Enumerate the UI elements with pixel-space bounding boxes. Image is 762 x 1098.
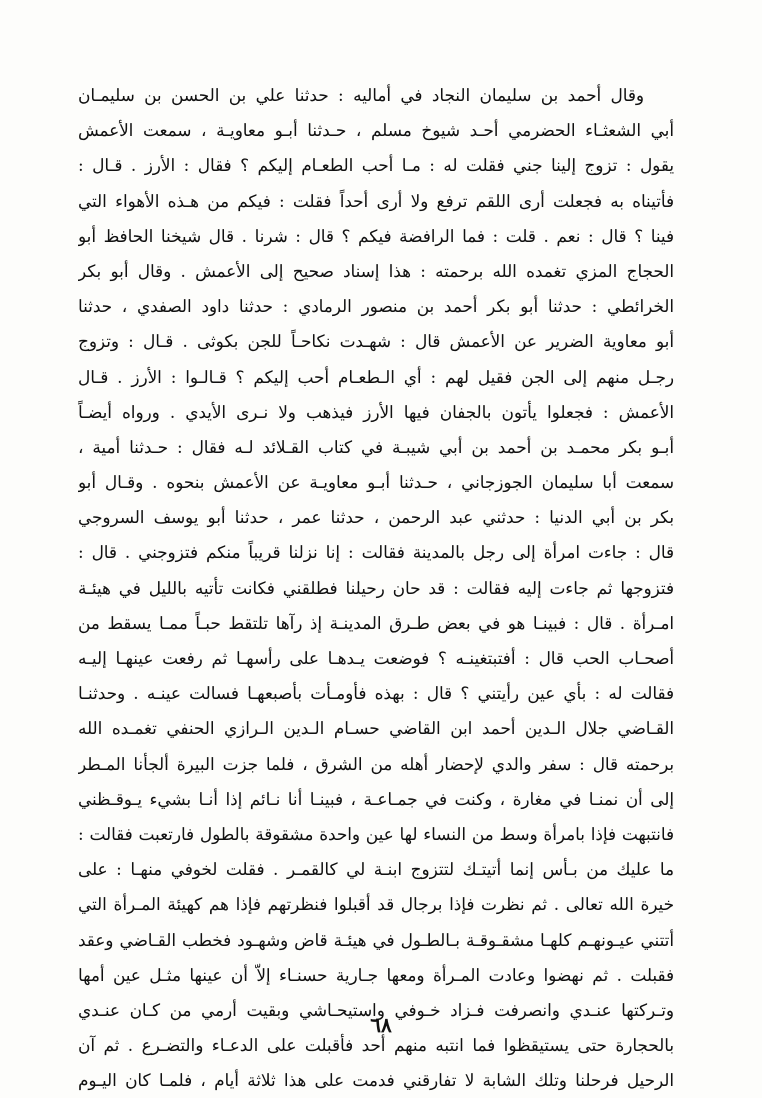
text-line: إلى أن نمنـا في مغارة ، وكنت في جمـاعـة ، فبينـا أنا نـائم إذا أنـا بشيء يـوقـظني (78, 788, 674, 809)
text-line: خيرة الله تعالى . ثم نظرت فإذا برجال قد أقبلوا فنظرتهم فإذا هم كهيئة المـرأة التي (78, 894, 674, 915)
text-line: فقبلت . ثم نهضوا وعادت المـرأة ومعها جـارية حسنـاء إلاّ أن عينها مثـل عين أمها (78, 964, 674, 985)
text-line: بكر بن أبي الدنيا : حدثني عبد الرحمن ، حدثنا عمر ، حدثنا أبو يوسف السروجي (78, 507, 674, 528)
page-number: ٦٨ (370, 1013, 392, 1037)
text-line: رجـل منهم إلى الجن فقيل لهم : أي الـطعـام أحب إليكم ؟ قـالـوا : الأرز . قـال (78, 366, 674, 387)
text-line: ما عليك من بـأس إنما أتيتـك لتتزوج ابنـة لي كالقمـر . فقلت لخوفي منهـا : على (78, 859, 674, 880)
text-line: القـاضي جلال الـدين أحمد ابن القاضي حسـام الـدين الـرازي الحنفي تغمـده الله (78, 718, 674, 739)
text-line: قال : جاءت امرأة إلى رجل بالمدينة فقالت : إنا نزلنا قريباً منكم فتزوجني . قال : (78, 542, 674, 563)
text-line: يقول : تزوج إلينا جني فقلت له : مـا أحب الطعـام إليكم ؟ فقال : الأرز . قـال : (78, 155, 674, 176)
text-line: الخرائطي : حدثنا أبو بكر أحمد بن منصور الرمادي : حدثنا داود الصفدي ، حدثنا (78, 296, 674, 317)
text-line: فانتبهت فإذا بامرأة وسط من النساء لها عين واحدة مشقوقة بالطول فارتعبت فقالت : (78, 823, 674, 844)
body-text (78, 78, 674, 1098)
text-line: أصحـاب الحب قال : أفتبتغينـه ؟ فوضعت يـدهـا على رأسهـا ثم رفعت عينهـا إليـه (78, 648, 674, 668)
text-line: وقال أحمد بن سليمان النجاد في أماليه : حدثنا علي بن الحسن بن سليمـان (78, 85, 644, 105)
text-line: فأتيناه به فجعلت أرى اللقم ترفع ولا أرى أحداً فقلت : فيكم من هـذه الأهواء التي (78, 190, 674, 211)
text-line: أتتني عيـونهـم كلهـا مشقـوقـة بـالطـول في هيئـة قاض وشهـود فخطب القـاضي وعقد (78, 929, 674, 950)
text-line: بالحجارة حتى يستيقظوا فما انتبه منهم أحد فأقبلت على الدعـاء والتضـرع . ثم آن (78, 1035, 674, 1056)
text-line: الحجاج المزي تغمده الله برحمته : هذا إسناد صحيح إلى الأعمش . وقال أبو بكر (78, 260, 674, 281)
text-line: فتزوجها ثم جاءت إليه فقالت : قد حان رحيلنا فطلقني فكانت تأتيه بالليل في هيئـة (78, 577, 674, 598)
text-line: برحمته قال : سفر والدي لإحضار أهله من الشرق ، فلما جزت البيرة ألجأنا المـطر (78, 753, 674, 774)
text-line: فينا ؟ قال : نعم . قلت : فما الرافضة فيكم ؟ قال : شرنا . قال شيخنا الحافظ أبو (78, 225, 674, 246)
text-line: امـرأة . قال : فبينـا هو في بعض طـرق المدينـة إذ رآها تلتقط حبـاً ممـا يسقط من (78, 612, 674, 633)
text-line: أبو معاوية الضرير عن الأعمش قال : شهـدت نكاحـاً للجن بكوثى . قـال : وتزوج (78, 331, 674, 352)
text-line: الأعمش : فجعلوا يأتون بالجفان فيها الأرز فيذهب ولا نـرى الأيدي . ورواه أيضـاً (78, 401, 674, 422)
text-line: أبـو بكر محمـد بن أحمد بن أبي شيبـة في كتاب القـلائد لـه فقال : حـدثنا أمية ، (78, 436, 674, 457)
text-line: وتـركتها عنـدي وانصرفت فـزاد خـوفي واستيحـاشي وبقيت أرمي من كـان عنـدي (78, 999, 674, 1020)
text-line: سمعت أبا سليمان الجوزجاني ، حـدثنا أبـو معاويـة عن الأعمش بنحوه . وقـال أبو (78, 472, 674, 493)
text-line: الرحيل فرحلنا وتلك الشابة لا تفارقني فدمت على هذا ثلاثة أيام ، فلمـا كان اليـوم (78, 1070, 674, 1091)
text-line: فقالت له : بأي عين رأيتني ؟ قال : بهذه فأومـأت بأصبعهـا فسالت عينـه . وحدثنـا (78, 683, 674, 704)
text-line: أبي الشعثـاء الحضرمي أحـد شيوخ مسلم ، حـدثنا أبـو معاويـة ، سمعت الأعمش (78, 120, 674, 141)
